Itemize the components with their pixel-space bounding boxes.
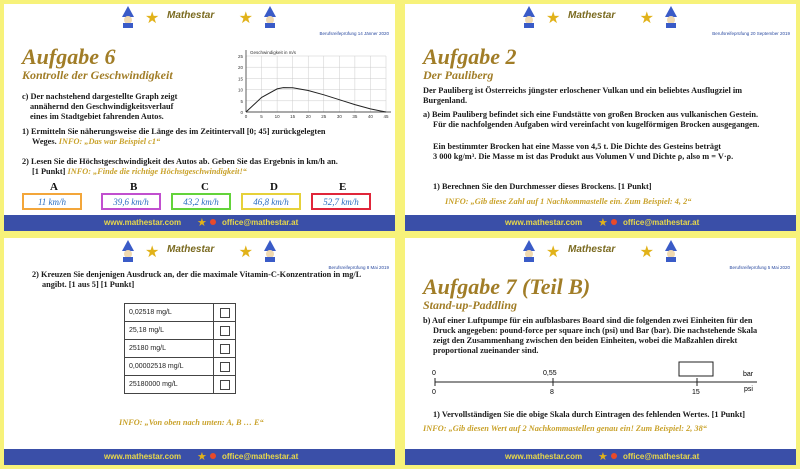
website-link[interactable]: www.mathestar.com xyxy=(104,218,182,227)
x-tick-label: 30 xyxy=(336,114,342,119)
brand-name: Mathestar xyxy=(167,10,215,21)
option-letter-c: C xyxy=(201,181,209,193)
email-link[interactable]: office@mathestar.at xyxy=(222,218,299,227)
x-tick-label: 0 xyxy=(244,114,248,119)
brand-name: Mathestar xyxy=(568,244,616,255)
wizard-icon xyxy=(662,240,680,262)
y-tick-label: 10 xyxy=(237,87,243,93)
x-tick-label: 45 xyxy=(383,114,389,119)
mathestar-logo xyxy=(119,240,279,262)
question-2: 2) Lesen Sie die Höchstgeschwindigkeit des Autos ab. Geben Sie das Ergebnis in km/h an. [1 Punkt] INFO: „Finde die richtige Höchstgeschwindigkeit!“ xyxy=(22,157,338,176)
x-tick-label: 10 xyxy=(274,114,280,119)
wizard-icon xyxy=(261,240,279,262)
x-tick-label: 5 xyxy=(260,114,263,119)
star-icon: ★ xyxy=(197,217,207,229)
y-tick-label: 25 xyxy=(237,54,243,59)
option-letter-e: E xyxy=(339,181,347,193)
answer-checkbox[interactable] xyxy=(220,308,230,318)
mathestar-logo xyxy=(119,6,279,28)
answer-checkbox[interactable] xyxy=(220,362,230,372)
pressure-scale xyxy=(427,358,767,416)
email-link[interactable]: office@mathestar.at xyxy=(623,218,700,227)
table-row xyxy=(125,376,236,394)
exam-date: Berufsreifeprüfung 14 Jänner 2020 xyxy=(319,31,389,36)
answer-option-c[interactable]: 43,2 km/h xyxy=(171,193,231,210)
x-tick-label: 20 xyxy=(305,114,311,119)
answer-option-d[interactable]: 46,8 km/h xyxy=(241,193,301,210)
option-letter-a: A xyxy=(50,181,58,193)
table-row xyxy=(125,322,236,340)
x-tick-label: 15 xyxy=(290,114,296,119)
info-hint: INFO: „Gib diese Zahl auf 1 Nachkommastelle ein. Zum Beispiel: 4, 2“ xyxy=(445,197,692,206)
wizard-icon xyxy=(662,6,680,28)
star-icon: ★ xyxy=(546,244,561,261)
y-tick-label: 5 xyxy=(240,98,243,104)
question-2: 2) Kreuzen Sie denjenigen Ausdruck an, der die maximale Vitamin-C-Konzentration in mg/L angibt. [1 aus 5] [1 Punkt] xyxy=(32,270,362,289)
email-icon xyxy=(611,453,617,459)
answer-table xyxy=(124,303,236,394)
missing-value-box[interactable] xyxy=(679,362,713,376)
slide-vitamin-c xyxy=(4,238,395,465)
speed-chart xyxy=(222,44,392,126)
task-title: Aufgabe 6 xyxy=(22,44,116,69)
task-title: Aufgabe 2 xyxy=(423,44,517,69)
task-subtitle: Kontrolle der Geschwindigkeit xyxy=(22,68,173,82)
scale-bottom-unit: psi xyxy=(744,386,753,393)
email-icon xyxy=(611,219,617,225)
wizard-icon xyxy=(261,6,279,28)
answer-option-a[interactable]: 11 km/h xyxy=(22,193,82,210)
email-icon xyxy=(210,219,216,225)
speed-curve xyxy=(246,88,386,112)
option-value: 0,00002518 mg/L xyxy=(125,358,214,376)
scale-bottom-end: 15 xyxy=(692,389,700,396)
info-hint: INFO: „Finde die richtige Höchstgeschwindigkeit!“ xyxy=(67,167,247,176)
website-link[interactable]: www.mathestar.com xyxy=(104,452,182,461)
footer-bar xyxy=(405,215,796,231)
x-tick-label: 40 xyxy=(367,114,373,119)
option-value: 25180 mg/L xyxy=(125,340,214,358)
part-b-text: b) Auf einer Luftpumpe für ein aufblasbares Board sind die folgenden zwei Einheiten für den Druck angegeben: pound-force per square inch (psi) und Bar (bar). Die nachstehende Skala zeigt den Zusammenhang zwischen den beiden Einheiten, wobei die Maßzahlen direkt proportional zueinander sind. xyxy=(423,316,758,355)
mathestar-logo xyxy=(520,6,680,28)
answer-checkbox[interactable] xyxy=(220,344,230,354)
footer-bar xyxy=(405,449,796,465)
website-link[interactable]: www.mathestar.com xyxy=(505,452,583,461)
table-row xyxy=(125,358,236,376)
table-row xyxy=(125,340,236,358)
mathestar-logo xyxy=(520,240,680,262)
option-value: 25,18 mg/L xyxy=(125,322,214,340)
table-row xyxy=(125,304,236,322)
website-link[interactable]: www.mathestar.com xyxy=(505,218,583,227)
slide-aufgabe-6 xyxy=(4,4,395,231)
email-link[interactable]: office@mathestar.at xyxy=(222,452,299,461)
y-tick-label: 0 xyxy=(240,110,243,115)
exam-date: Berufsreifeprüfung 8 Mai 2019 xyxy=(328,265,389,270)
star-icon: ★ xyxy=(639,244,654,261)
star-icon: ★ xyxy=(145,244,160,261)
task-subtitle: Stand-up-Paddling xyxy=(423,298,518,312)
slide-aufgabe-7 xyxy=(405,238,796,465)
scale-bottom-mid: 8 xyxy=(550,389,554,396)
task-title: Aufgabe 7 (Teil B) xyxy=(423,274,591,299)
question-1: 1) Ermitteln Sie näherungsweise die Länge des im Zeitintervall [0; 45] zurückgelegten Weges. INFO: „Das war Beispiel c1“ xyxy=(22,127,326,146)
option-letter-d: D xyxy=(270,181,278,193)
intro-text: c) Der nachstehend dargestellte Graph zeigt annähernd den Geschwindigkeitsverlauf eines im Stadtgebiet fahrenden Autos. xyxy=(22,92,178,121)
star-icon: ★ xyxy=(145,10,160,27)
wizard-icon xyxy=(119,6,137,28)
info-hint: INFO: „Das war Beispiel c1“ xyxy=(58,137,161,146)
exam-date: Berufsreifeprüfung 20 September 2019 xyxy=(712,31,790,36)
wizard-icon xyxy=(520,6,538,28)
option-value: 0,02518 mg/L xyxy=(125,304,214,322)
star-icon: ★ xyxy=(639,10,654,27)
wizard-icon xyxy=(119,240,137,262)
answer-checkbox[interactable] xyxy=(220,380,230,390)
part-a-text: a) Beim Pauliberg befindet sich eine Fundstätte von großen Brocken aus vulkanischen Gestein. Für die nachfolgenden Aufgaben wird vereinfacht von kugelförmigen Brocken ausgegangen. xyxy=(423,110,760,129)
exam-date: Berufsreifeprüfung 5 Mai 2020 xyxy=(729,265,790,270)
scale-top-zero: 0 xyxy=(432,370,436,377)
mass-density-text: Ein bestimmter Brocken hat eine Masse von 4,5 t. Die Dichte des Gesteins beträgt 3 000 kg/m³. Die Masse m ist das Produkt aus Volumen V und Dichte ρ, also m = V·ρ. xyxy=(433,142,734,161)
star-icon: ★ xyxy=(238,244,253,261)
y-tick-label: 15 xyxy=(237,76,243,82)
brand-name: Mathestar xyxy=(167,244,215,255)
wizard-icon xyxy=(520,240,538,262)
info-hint: INFO: „Von oben nach unten: A, B … E“ xyxy=(119,418,264,427)
scale-top-unit: bar xyxy=(743,371,754,378)
star-icon: ★ xyxy=(546,10,561,27)
option-letter-b: B xyxy=(130,181,138,193)
email-link[interactable]: office@mathestar.at xyxy=(623,452,700,461)
y-axis-label: Geschwindigkeit in m/s xyxy=(250,50,297,55)
y-tick-label: 20 xyxy=(237,65,243,71)
task-subtitle: Der Pauliberg xyxy=(423,68,494,82)
intro-text: Der Pauliberg ist Österreichs jüngster erloschener Vulkan und ein beliebtes Ausflugziel im Burgenland. xyxy=(423,86,743,105)
answer-option-e[interactable]: 52,7 km/h xyxy=(311,193,371,210)
answer-option-b[interactable]: 39,6 km/h xyxy=(101,193,161,210)
star-icon: ★ xyxy=(598,217,608,229)
x-tick-label: 25 xyxy=(321,114,327,119)
star-icon: ★ xyxy=(598,451,608,463)
footer-bar xyxy=(4,215,395,231)
x-tick-label: 35 xyxy=(352,114,358,119)
slide-aufgabe-2 xyxy=(405,4,796,231)
answer-checkbox[interactable] xyxy=(220,326,230,336)
option-value: 25180000 mg/L xyxy=(125,376,214,394)
info-hint: INFO: „Gib diesen Wert auf 2 Nachkommastellen genau ein! Zum Beispiel: 2, 38“ xyxy=(423,424,707,433)
question-1: 1) Vervollständigen Sie die obige Skala durch Eintragen des fehlenden Wertes. [1 Punkt] xyxy=(433,410,746,419)
scale-top-mid: 0,55 xyxy=(543,370,557,377)
star-icon: ★ xyxy=(238,10,253,27)
brand-name: Mathestar xyxy=(568,10,616,21)
star-icon: ★ xyxy=(197,451,207,463)
email-icon xyxy=(210,453,216,459)
question-1: 1) Berechnen Sie den Durchmesser dieses Brockens. [1 Punkt] xyxy=(433,182,652,191)
scale-bottom-zero: 0 xyxy=(432,389,436,396)
footer-bar xyxy=(4,449,395,465)
